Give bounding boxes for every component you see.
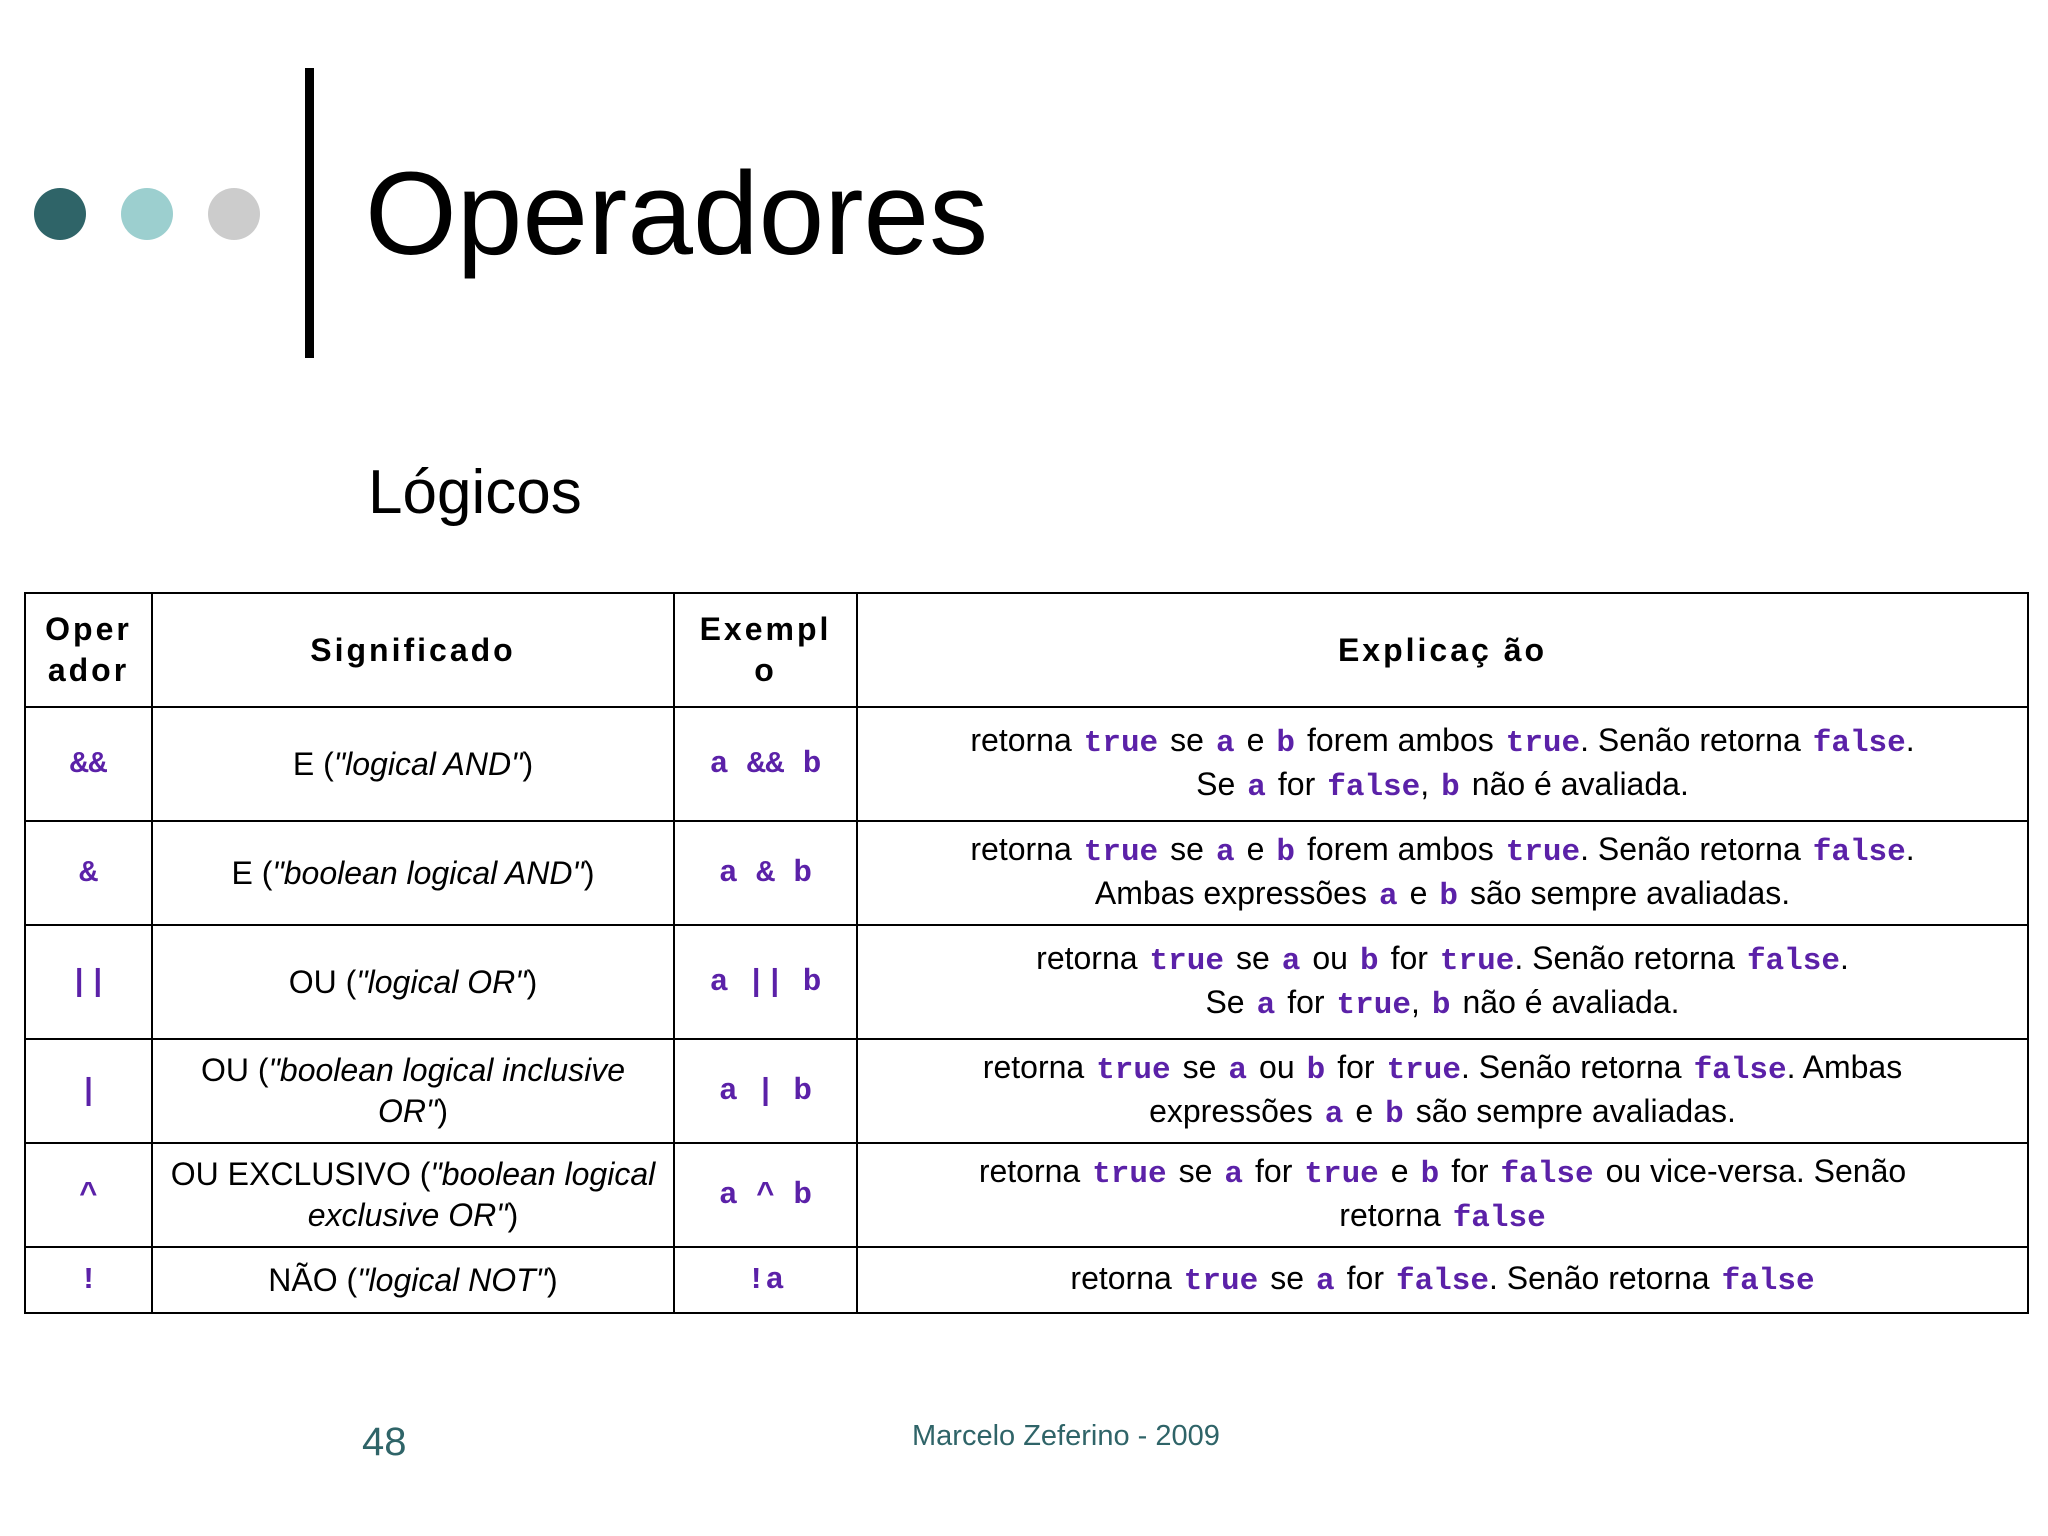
table-row [25,1247,2028,1313]
explanation-line [868,1258,2017,1302]
explanation-text: for [1277,766,1316,802]
footer-credit: Marcelo Zeferino - 2009 [912,1420,1220,1452]
explanation-text: e [1355,1093,1374,1129]
code-value: true [1439,944,1515,979]
explanation-text: e [1246,722,1265,758]
explanation-text: . Senão retorna [1514,940,1735,976]
code-value: b [1385,1097,1404,1132]
slide-subtitle: Lógicos [368,458,582,527]
explanation-text: retorna [982,1049,1085,1085]
explanation-text: forem ambos [1306,722,1494,758]
explanation-line [868,1195,2017,1239]
code-value: b [1420,1157,1440,1192]
explanation-text: se [1270,1260,1305,1296]
explanation-text: for [1287,984,1325,1020]
example-cell: a ^ b [674,1143,857,1247]
explanation-cell [857,707,2028,821]
meaning-text: E ( [292,745,334,782]
meaning-text: ) [583,854,595,891]
explanation-text: retorna [978,1153,1081,1189]
title-divider [305,68,314,358]
code-value: true [1183,1264,1259,1299]
explanation-text: . Senão retorna [1460,1049,1682,1085]
explanation-text: for [1451,1153,1489,1189]
code-value: false [1812,726,1906,761]
meaning-text: ) [547,1261,558,1298]
code-value: false [1746,944,1840,979]
code-value: a [1215,835,1235,870]
explanation-text: , [1410,984,1420,1020]
code-value: a [1324,1097,1344,1132]
explanation-text: se [1170,722,1204,758]
explanation-text: retorna [970,831,1072,867]
meaning-cell [152,1143,674,1247]
meaning-italic: "boolean logical AND" [272,854,584,891]
meaning-cell [152,707,674,821]
code-value: true [1386,1053,1461,1088]
code-value: b [1276,835,1295,870]
table-row [25,707,2028,821]
logical-operators-table [24,592,2029,1314]
explanation-line [868,1151,2017,1195]
meaning-text: OU ( [200,1052,269,1088]
explanation-text: retorna [1339,1197,1441,1233]
code-value: true [1083,726,1159,761]
explanation-line [868,873,2017,917]
explanation-text: ou [1259,1049,1295,1085]
explanation-text: for [1346,1260,1384,1296]
code-value: false [1395,1264,1489,1299]
code-value: b [1306,1053,1326,1088]
explanation-text: . [1905,722,1915,758]
explanation-text: . Senão retorna [1488,1260,1710,1296]
explanation-text: e [1246,831,1265,867]
code-value: false [1693,1053,1787,1088]
header-operator: Oper ador [25,593,152,707]
explanation-text: retorna [1036,940,1138,976]
example-cell: a & b [674,821,857,925]
code-value: b [1439,879,1458,914]
explanation-line [868,938,2017,982]
meaning-cell [152,821,674,925]
code-value: true [1304,1157,1379,1192]
explanation-text: expressões [1149,1093,1313,1129]
explanation-line [868,829,2017,873]
code-value: a [1247,770,1266,805]
explanation-cell [857,821,2028,925]
explanation-line [868,1047,2017,1091]
example-cell: !a [674,1247,857,1313]
operator-cell: && [25,707,152,821]
explanation-text: for [1390,940,1428,976]
explanation-text: for [1255,1153,1293,1189]
explanation-line [868,720,2017,764]
meaning-italic: "boolean logical inclusive OR" [268,1052,625,1129]
meaning-text: OU ( [288,963,357,1000]
example-cell: a && b [674,707,857,821]
table-row [25,1143,2028,1247]
explanation-text: e [1409,875,1428,911]
meaning-italic: "logical OR" [356,963,527,1000]
header-example: Exempl o [674,593,857,707]
code-value: a [1224,1157,1244,1192]
meaning-text: E ( [231,854,273,891]
explanation-text: ou [1312,940,1348,976]
example-cell: a || b [674,925,857,1039]
code-value: b [1359,944,1379,979]
meaning-text: OU EXCLUSIVO ( [170,1156,431,1192]
explanation-text: . [1905,831,1915,867]
explanation-cell [857,1039,2028,1143]
code-value: true [1336,988,1411,1023]
meaning-italic: "logical AND" [333,745,523,782]
decorative-dot-teal [121,188,173,240]
explanation-line [868,764,2017,808]
code-value: false [1500,1157,1594,1192]
explanation-cell [857,1143,2028,1247]
explanation-text: e [1390,1153,1409,1189]
code-value: true [1505,726,1581,761]
operator-cell: & [25,821,152,925]
code-value: true [1505,835,1581,870]
explanation-text: Ambas expressões [1094,875,1367,911]
explanation-text: se [1170,831,1204,867]
explanation-text: . [1839,940,1849,976]
operator-cell: | [25,1039,152,1143]
table-row [25,1039,2028,1143]
header-explanation: Explicaç ão [857,593,2028,707]
code-value: a [1215,726,1235,761]
header-meaning: Significado [152,593,674,707]
explanation-text: retorna [1070,1260,1172,1296]
decorative-dot-dark [34,188,86,240]
code-value: true [1096,1053,1171,1088]
explanation-text: . Senão retorna [1580,831,1801,867]
explanation-text: , [1420,766,1430,802]
code-value: a [1256,988,1276,1023]
meaning-text: ) [522,745,534,782]
explanation-text: retorna [970,722,1072,758]
explanation-line [868,982,2017,1026]
code-value: true [1149,944,1224,979]
operator-cell: ^ [25,1143,152,1247]
decorative-dot-gray [208,188,260,240]
explanation-text: se [1178,1153,1213,1189]
explanation-cell [857,1247,2028,1313]
meaning-italic: "logical NOT" [357,1261,548,1298]
code-value: a [1316,1264,1335,1299]
operator-cell: || [25,925,152,1039]
code-value: false [1721,1264,1815,1299]
code-value: b [1276,726,1295,761]
code-value: a [1378,879,1398,914]
explanation-text: não é avaliada. [1471,766,1689,802]
meaning-text: ) [507,1197,519,1233]
meaning-italic: "boolean logical exclusive OR" [307,1156,656,1233]
explanation-text: se [1182,1049,1217,1085]
explanation-text: Se [1196,766,1236,802]
code-value: true [1092,1157,1167,1192]
explanation-text: . Ambas [1786,1049,1903,1085]
explanation-text: Se [1205,984,1245,1020]
code-value: a [1281,944,1301,979]
explanation-text: são sempre avaliadas. [1469,875,1791,911]
table-header-row [25,593,2028,707]
code-value: a [1228,1053,1248,1088]
code-value: false [1812,835,1906,870]
meaning-text: ) [526,963,538,1000]
explanation-text: não é avaliada. [1462,984,1680,1020]
slide-title: Operadores [365,148,989,280]
explanation-text: são sempre avaliadas. [1415,1093,1736,1129]
explanation-text: ou vice-versa. Senão [1605,1153,1907,1189]
explanation-line [868,1091,2017,1135]
explanation-text: for [1337,1049,1375,1085]
meaning-text: NÃO ( [268,1261,358,1298]
meaning-cell [152,925,674,1039]
code-value: false [1327,770,1421,805]
code-value: b [1431,988,1451,1023]
meaning-text: ) [437,1093,448,1129]
code-value: true [1083,835,1159,870]
meaning-cell [152,1039,674,1143]
code-value: b [1441,770,1460,805]
explanation-text: forem ambos [1306,831,1494,867]
code-value: false [1452,1201,1546,1236]
page-number: 48 [362,1420,407,1464]
operator-cell: ! [25,1247,152,1313]
explanation-cell [857,925,2028,1039]
meaning-cell [152,1247,674,1313]
table-row [25,925,2028,1039]
explanation-text: . Senão retorna [1580,722,1801,758]
table-row [25,821,2028,925]
explanation-text: se [1235,940,1270,976]
example-cell: a | b [674,1039,857,1143]
